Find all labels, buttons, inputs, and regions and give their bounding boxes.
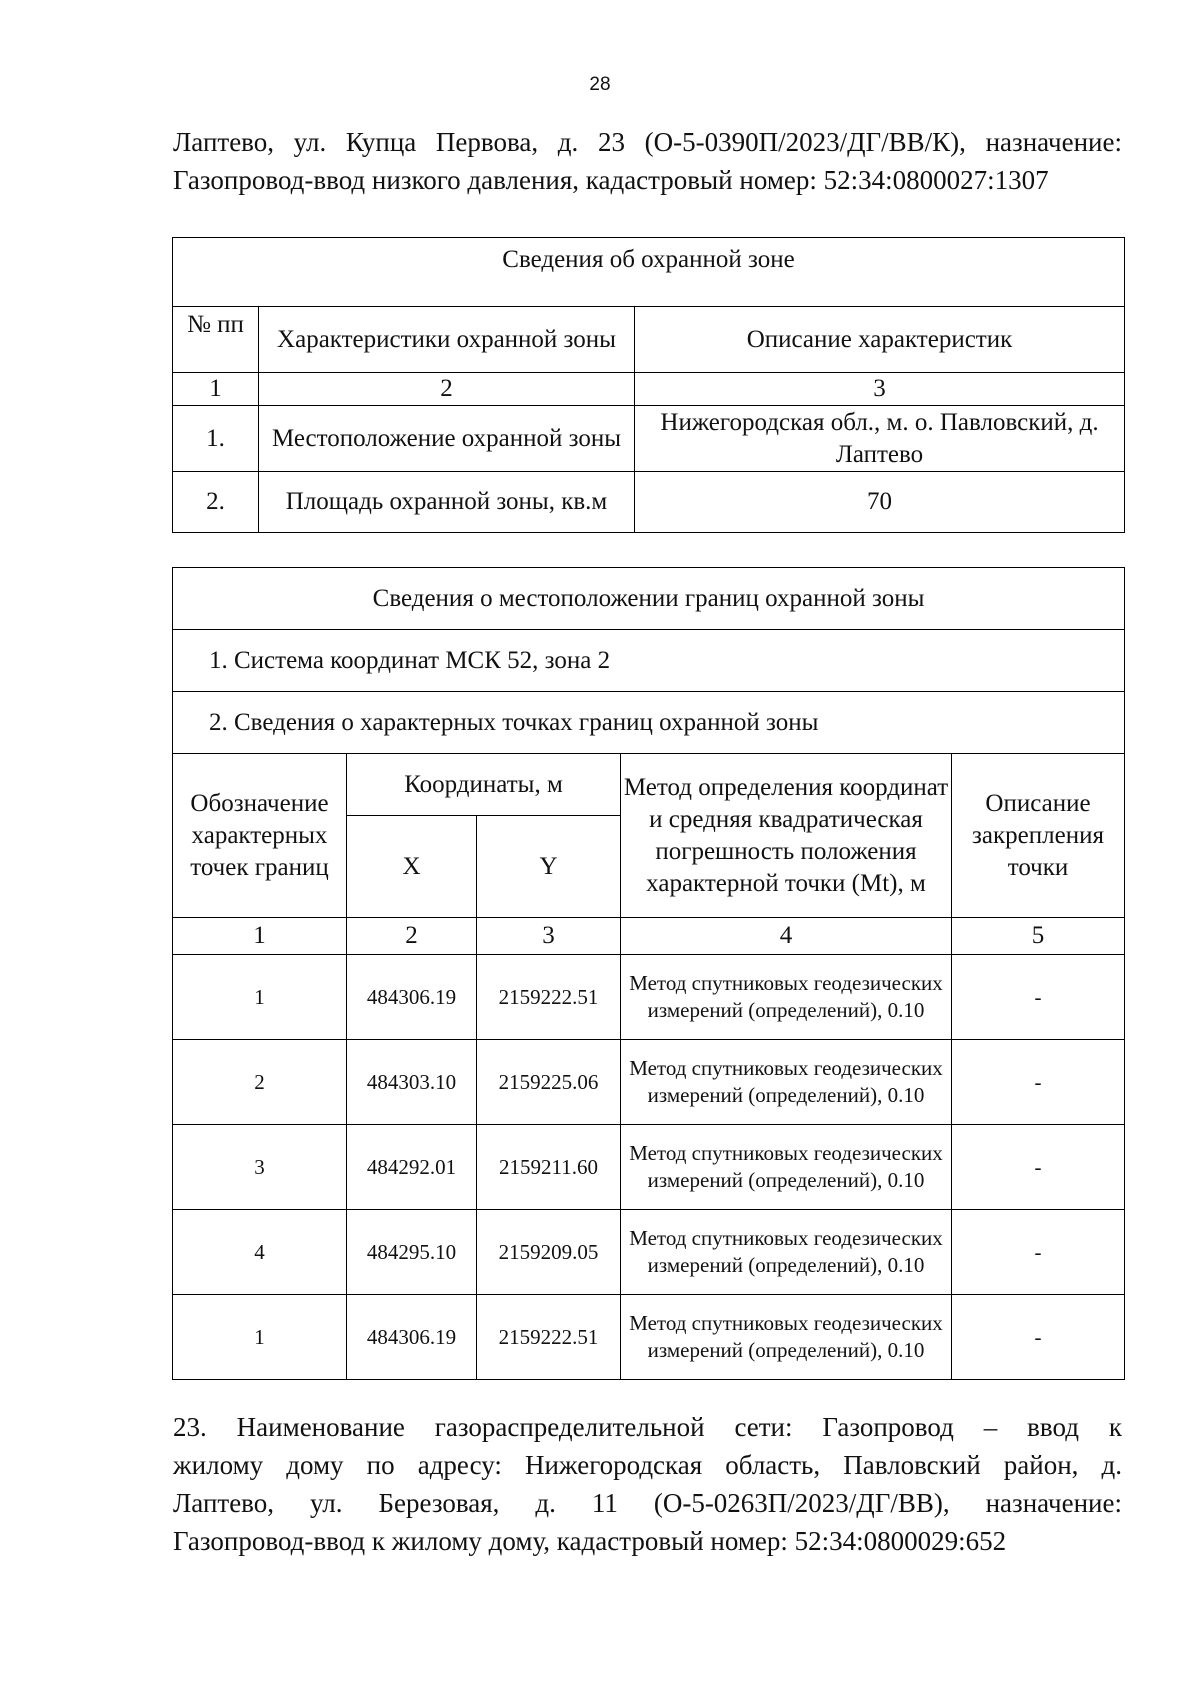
zone-header-description: Описание характеристик [635,307,1125,373]
header-coordinates: Координаты, м [347,754,621,816]
point-method: Метод спутниковых геодезических измерений (определений), 0.10 [621,955,952,1040]
point-id: 2 [173,1040,347,1125]
point-y: 2159222.51 [477,955,621,1040]
zone-row-num: 1. [173,406,259,472]
point-id: 4 [173,1210,347,1295]
point-fixing: - [952,1210,1125,1295]
table-row [173,406,1125,472]
table-row [173,1040,1125,1125]
header-method: Метод определения координат и средняя квадратическая погрешность положения характерной точки (Mt), м [621,754,952,918]
location-table-title: Сведения о местоположении границ охранной зоны [173,568,1125,630]
point-fixing: - [952,1125,1125,1210]
zone-col-number: 3 [635,373,1125,406]
table-row [173,1210,1125,1295]
point-id: 3 [173,1125,347,1210]
point-x: 484306.19 [347,1295,477,1380]
intro-line-1: Лаптево, ул. Купца Первова, д. 23 (О-5-0390П/2023/ДГ/ВВ/К), назначение: [173,127,1122,157]
zone-row-num: 2. [173,472,259,533]
point-x: 484295.10 [347,1210,477,1295]
table-row [173,1295,1125,1380]
next-item-line-2: жилому дому по адресу: Нижегородская область, Павловский район, д. [173,1450,1122,1480]
points-title: 2. Сведения о характерных точках границ охранной зоны [173,692,1125,754]
zone-row-name: Местоположение охранной зоны [259,406,635,472]
point-x: 484306.19 [347,955,477,1040]
zone-header-characteristic: Характеристики охранной зоны [259,307,635,373]
column-number: 1 [173,918,347,955]
zone-table-title: Сведения об охранной зоне [173,238,1125,307]
next-item-line-1: 23. Наименование газораспределительной сети: Газопровод – ввод к [173,1412,1122,1442]
table-row [173,472,1125,533]
intro-line-2: Газопровод-ввод низкого давления, кадастровый номер: 52:34:0800027:1307 [173,165,1049,195]
zone-col-number: 2 [259,373,635,406]
point-id: 1 [173,955,347,1040]
point-y: 2159211.60 [477,1125,621,1210]
zone-row-value: Нижегородская обл., м. о. Павловский, д. Лаптево [635,406,1125,472]
point-x: 484303.10 [347,1040,477,1125]
point-method: Метод спутниковых геодезических измерений (определений), 0.10 [621,1210,952,1295]
point-y: 2159225.06 [477,1040,621,1125]
point-method: Метод спутниковых геодезических измерений (определений), 0.10 [621,1295,952,1380]
next-item-paragraph [173,1408,1122,1560]
zone-row-value: 70 [635,472,1125,533]
point-y: 2159209.05 [477,1210,621,1295]
point-id: 1 [173,1295,347,1380]
zone-col-number: 1 [173,373,259,406]
point-fixing: - [952,1295,1125,1380]
point-method: Метод спутниковых геодезических измерений (определений), 0.10 [621,1125,952,1210]
header-y: Y [477,816,621,918]
point-fixing: - [952,955,1125,1040]
page-number: 28 [589,74,611,95]
column-number: 4 [621,918,952,955]
header-designation: Обозначение характерных точек границ [173,754,347,918]
table-row [173,955,1125,1040]
column-number: 5 [952,918,1125,955]
zone-header-num: № пп [173,307,259,373]
point-x: 484292.01 [347,1125,477,1210]
point-method: Метод спутниковых геодезических измерений (определений), 0.10 [621,1040,952,1125]
column-number: 2 [347,918,477,955]
header-x: X [347,816,477,918]
zone-row-name: Площадь охранной зоны, кв.м [259,472,635,533]
point-y: 2159222.51 [477,1295,621,1380]
header-fixing: Описание закрепления точки [952,754,1125,918]
intro-paragraph [173,123,1122,199]
location-table [172,567,1125,1380]
coordinate-system: 1. Система координат МСК 52, зона 2 [173,630,1125,692]
next-item-line-4: Газопровод-ввод к жилому дому, кадастровый номер: 52:34:0800029:652 [173,1526,1007,1556]
point-fixing: - [952,1040,1125,1125]
column-number: 3 [477,918,621,955]
next-item-line-3: Лаптево, ул. Березовая, д. 11 (О-5-0263П/2023/ДГ/ВВ), назначение: [173,1488,1122,1518]
table-row [173,1125,1125,1210]
zone-info-table [172,237,1125,533]
